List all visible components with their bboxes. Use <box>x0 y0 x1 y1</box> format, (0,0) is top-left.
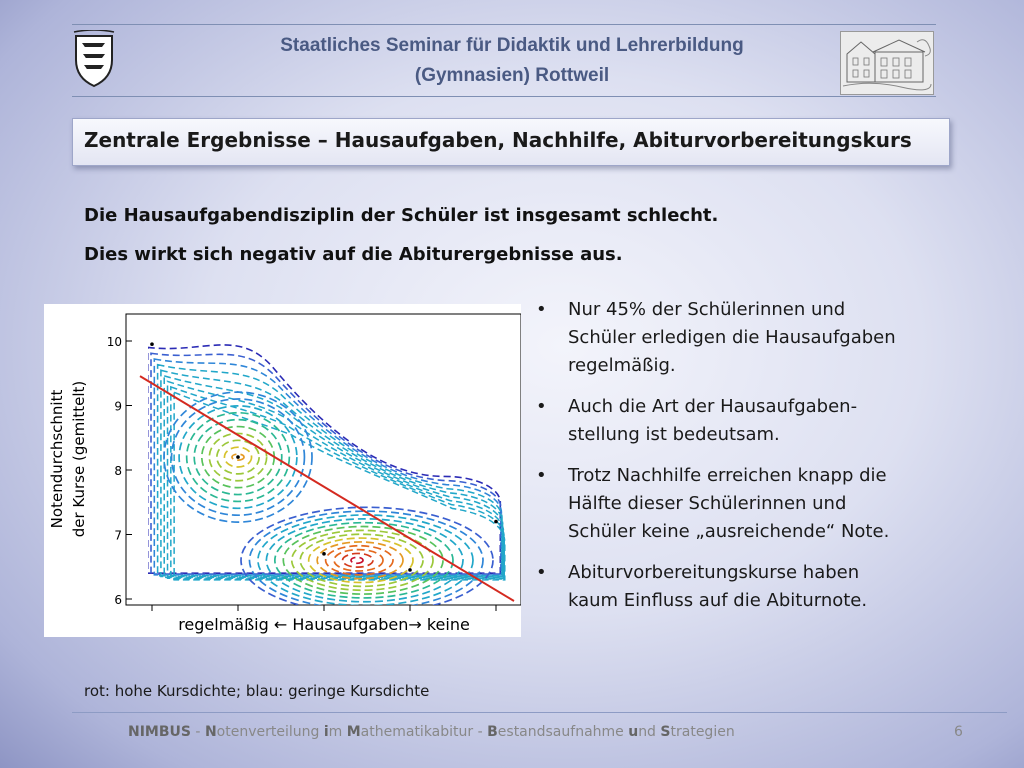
footer-part: u <box>628 724 639 740</box>
y-tick-label: 7 <box>114 528 122 543</box>
bullet-text: Auch die Art der Hausaufgaben- stellung ist bedeutsam. <box>568 396 858 445</box>
bullet-item <box>536 296 976 380</box>
footer-part: - <box>190 724 205 740</box>
contour-chart-svg <box>44 304 521 637</box>
bullet-item <box>536 393 976 449</box>
data-point <box>322 552 326 556</box>
footer-part: M <box>346 724 361 740</box>
y-axis-label-line1: Notendurchschnitt <box>48 389 66 529</box>
footer-text <box>128 724 735 740</box>
y-tick-label: 8 <box>114 464 122 478</box>
contour-line <box>351 557 363 563</box>
footer-part: B <box>487 724 498 740</box>
bullet-text: Trotz Nachhilfe erreichen knapp die Hälfte dieser Schülerinnen und Schüler keine „ausreichende“ Note. <box>568 465 890 542</box>
footer-part: i <box>323 724 329 740</box>
header-rule-top <box>72 24 936 25</box>
data-point <box>408 568 412 572</box>
bullet-dot: • <box>536 562 547 583</box>
footer-part: N <box>204 724 217 740</box>
bullet-text: Abiturvorbereitungskurse haben kaum Einfluss auf die Abiturnote. <box>568 562 868 611</box>
header-title-line1: Staatliches Seminar für Didaktik und Lehrerbildung <box>280 35 744 56</box>
slide-title: Zentrale Ergebnisse – Hausaufgaben, Nachhilfe, Abiturvorbereitungskurs <box>84 128 912 152</box>
footer-part: otenverteilung <box>216 724 324 740</box>
footer-part: athematikabitur - <box>360 724 488 740</box>
header-rule-bottom <box>72 96 936 97</box>
y-tick-label: 9 <box>114 399 122 414</box>
bullet-dot: • <box>536 465 547 486</box>
footer-part: m <box>328 724 347 740</box>
data-point <box>150 342 154 346</box>
chart-caption: rot: hohe Kursdichte; blau: geringe Kursdichte <box>84 682 430 700</box>
contour-line <box>158 365 502 576</box>
bullet-item <box>536 462 976 546</box>
plot-frame <box>126 314 521 605</box>
page-number: 6 <box>954 724 963 740</box>
y-tick-label: 6 <box>114 593 122 607</box>
contour-line <box>343 553 373 567</box>
data-point <box>494 520 498 524</box>
y-axis-label-line2: der Kurse (gemittelt) <box>70 380 88 538</box>
slide-title-box <box>72 118 950 166</box>
lead-statement-1: Die Hausaufgabendisziplin der Schüler ist insgesamt schlecht. <box>84 205 719 226</box>
bullet-text: Nur 45% der Schülerinnen und Schüler erledigen die Hausaufgaben regelmäßig. <box>568 299 896 376</box>
footer-part: trategien <box>670 724 735 740</box>
contour-chart <box>44 304 521 637</box>
bullet-dot: • <box>536 299 547 320</box>
lead-statement-2: Dies wirkt sich negativ auf die Abiturergebnisse aus. <box>84 244 623 265</box>
data-point <box>236 455 240 459</box>
contour-line <box>168 381 504 578</box>
contour-lines <box>148 345 505 613</box>
footer-part: S <box>660 724 671 740</box>
footer-part: nd <box>638 724 661 740</box>
bullet-item <box>536 559 976 615</box>
contour-line <box>164 376 503 577</box>
footer-rule <box>72 712 1007 713</box>
contour-line <box>258 515 473 606</box>
bullet-dot: • <box>536 396 547 417</box>
regression-line <box>140 376 514 601</box>
x-axis-label: regelmäßig ← Hausaufgaben→ keine <box>178 615 470 634</box>
y-tick-label: 10 <box>106 335 122 349</box>
contour-line <box>148 345 501 573</box>
footer-part: estandsaufnahme <box>497 724 629 740</box>
header-title-line2: (Gymnasien) Rottweil <box>414 65 610 86</box>
bullet-list <box>536 296 976 628</box>
footer-nimbus: NIMBUS <box>128 724 191 740</box>
